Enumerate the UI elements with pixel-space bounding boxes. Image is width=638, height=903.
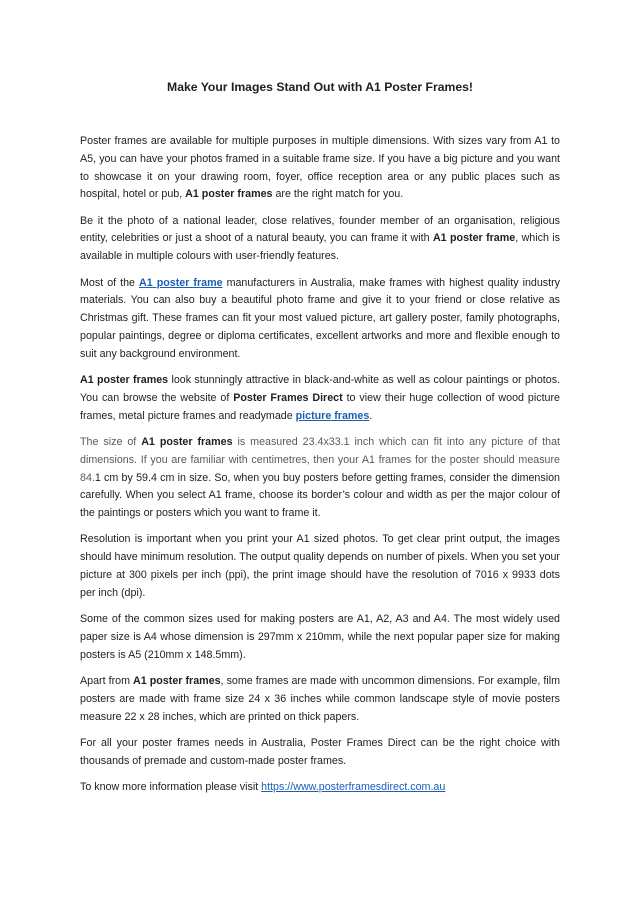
paragraph-9 (80, 735, 560, 771)
text: , some frames are made with uncommon dimensions. For example, film posters are made with frame size 24 x 36 inches while common landscape style of movie posters measure 22 x 28 inches, which are printed on thick papers. (80, 675, 561, 723)
paragraph-7 (80, 611, 560, 664)
website-link[interactable]: https://www.posterframesdirect.com.au (261, 781, 446, 793)
paragraph-8 (80, 673, 560, 726)
paragraph-3 (80, 275, 560, 364)
paragraph-2 (80, 213, 560, 266)
text: Be it the photo of a national leader, close relatives, founder member of an organisation, religious entity, celebrities or just a shoot of a natural beauty, you can frame it with (80, 214, 560, 245)
text: Most of the (80, 276, 140, 289)
paragraph-5 (80, 434, 560, 523)
bold-keyword: A1 poster frames (185, 188, 273, 201)
text: , which is available in multiple colours with user-friendly features. (80, 232, 561, 263)
article-body (80, 133, 560, 797)
text: 1 cm by 59.4 cm in size. So, when you buy posters before getting frames, consider the dimension carefully. When you select A1 frame, choose its border’s colour and width as per the major colour of the paintings or posters which you want to frame it. (80, 471, 560, 520)
text: . (369, 409, 373, 422)
text: Poster frames are available for multiple purposes in multiple dimensions. With sizes vary from A1 to A5, you can have your photos framed in a suitable frame size. If you have a big picture and you want to showcase it on your drawing room, foyer, office reception area or any public places such as hospital, hotel or pub, (80, 135, 560, 201)
text: To know more information please visit (80, 781, 262, 793)
document-page (80, 0, 560, 805)
text: to view their huge collection of wood picture frames, metal picture frames and readymade (80, 391, 560, 422)
text: is measured 23.4x33.1 inch which can fit into any picture of that dimensions. If you are familiar with centimetres, then your A1 frames for the poster should measure 84. (80, 435, 560, 484)
picture-frames-link[interactable]: picture frames (295, 409, 370, 422)
paragraph-4 (80, 372, 560, 425)
text: For all your poster frames needs in Australia, Poster Frames Direct can be the right choice with thousands of premade and custom-made poster frames. (80, 736, 560, 767)
paragraph-1 (80, 133, 560, 204)
bold-keyword: A1 poster frames (133, 675, 221, 688)
bold-brand: Poster Frames Direct (233, 391, 343, 404)
bold-keyword: A1 poster frames (80, 374, 169, 387)
text: Some of the common sizes used for making posters are A1, A2, A3 and A4. The most widely used paper size is A4 whose dimension is 297mm x 210mm, while the next popular paper size for making posters is A5 (210mm x 148.5mm). (80, 613, 560, 661)
text: are the right match for you. (272, 188, 404, 201)
text: look stunningly attractive in black-and-white as well as colour paintings or photos. You can browse the website of (80, 374, 561, 404)
a1-poster-frame-link[interactable]: A1 poster frame (139, 276, 223, 289)
bold-keyword: A1 poster frames (141, 435, 233, 448)
text: Apart from (80, 675, 134, 688)
text: manufacturers in Australia, make frames with highest quality industry materials. You can also buy a beautiful photo frame and give it to your friend or close relative as Christmas gift. These frames can fit your most valued picture, art gallery poster, family photographs, popular paintings, degree or diploma certificates, excellent artworks and more and flexible enough to suit any background environment. (80, 276, 560, 360)
paragraph-6 (80, 531, 560, 602)
page-title: Make Your Images Stand Out with A1 Poster Frames! (167, 80, 473, 94)
paragraph-10 (80, 779, 560, 797)
text: Resolution is important when you print your A1 sized photos. To get clear print output, the images should have minimum resolution. The output quality depends on number of pixels. When you set your picture at 300 pixels per inch (ppi), the print image should have the resolution of 7016 x 9933 dots per inch (dpi). (80, 533, 560, 599)
bold-keyword: A1 poster frame (432, 232, 516, 245)
text: The size of (80, 435, 142, 448)
